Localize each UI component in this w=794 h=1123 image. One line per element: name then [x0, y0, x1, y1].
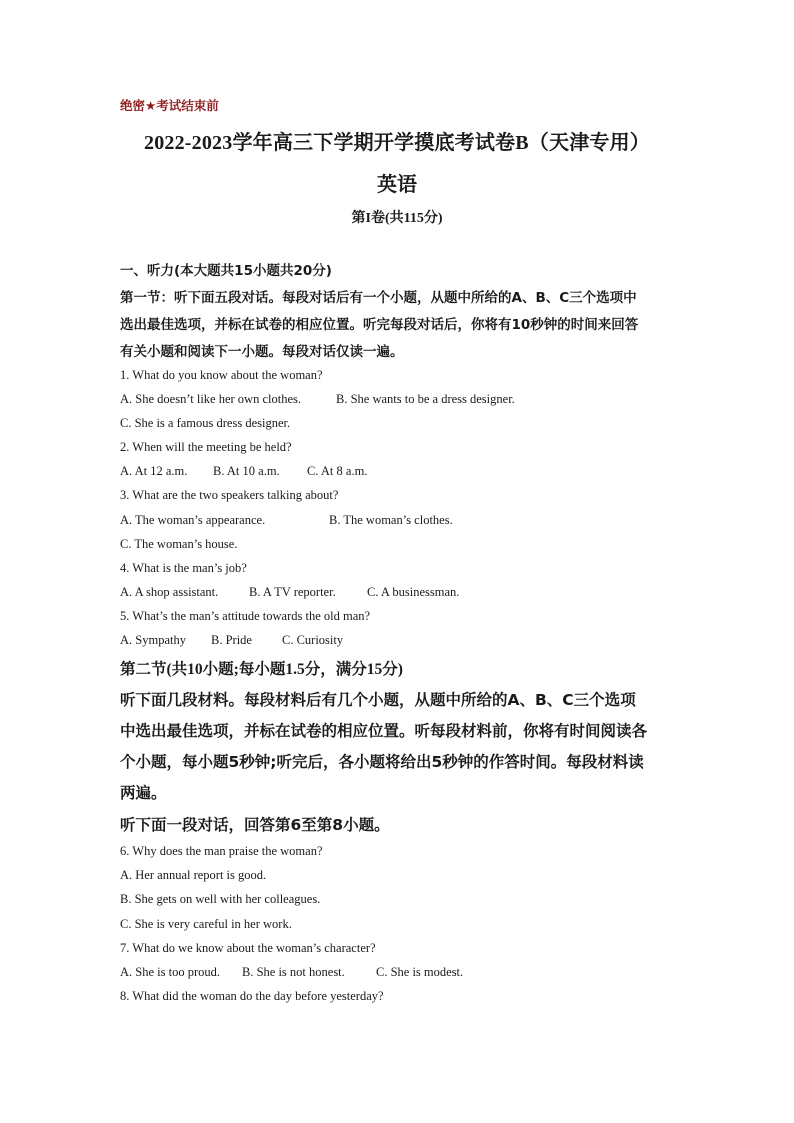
option-c: C. She is modest. [376, 965, 464, 979]
question-4: 4. What is the man’s job? [120, 561, 247, 575]
question-5-options [120, 633, 343, 648]
part2-instruction-line: 个小题，每小题5秒钟;听完后，各小题将给出5秒钟的作答时间。每段材料读 [120, 753, 644, 771]
question-1: 1. What do you know about the woman? [120, 368, 323, 382]
question-6: 6. Why does the man praise the woman? [120, 844, 323, 858]
option-a: A. A shop assistant. [120, 585, 219, 599]
section1-instruction-line: 有关小题和阅读下一小题。每段对话仅读一遍。 [120, 344, 404, 360]
option-a: A. Sympathy [120, 633, 186, 647]
option-b: B. Pride [211, 633, 252, 647]
part2-instruction-line: 听下面几段材料。每段材料后有几个小题，从题中所给的A、B、C三个选项 [120, 691, 636, 709]
question-2-options [120, 464, 367, 479]
volume-title: 第I卷(共115分) [351, 211, 443, 226]
exam-title: 2022-2023学年高三下学期开学摸底考试卷B（天津专用） [144, 132, 650, 154]
dialog-intro: 听下面一段对话，回答第6至第8小题。 [120, 816, 390, 834]
option-c: C. Curiosity [282, 633, 344, 647]
option-b: B. The woman’s clothes. [329, 513, 453, 527]
part2-instruction-line: 两遍。 [120, 784, 167, 802]
question-5: 5. What’s the man’s attitude towards the old man? [120, 609, 371, 623]
option-a: A. The woman’s appearance. [120, 513, 266, 527]
option-c: C. At 8 a.m. [307, 464, 368, 478]
part2-heading: 第二节(共10小题;每小题1.5分，满分15分) [120, 661, 403, 678]
option-b: B. She wants to be a dress designer. [336, 392, 515, 406]
question-8: 8. What did the woman do the day before yesterday? [120, 989, 384, 1003]
option-c: C. She is very careful in her work. [120, 917, 292, 931]
option-b: B. She is not honest. [242, 965, 345, 979]
option-b: B. She gets on well with her colleagues. [120, 892, 321, 906]
option-a: A. She doesn’t like her own clothes. [120, 392, 301, 406]
secret-mark: 绝密★考试结束前 [120, 98, 219, 113]
option-a: A. At 12 a.m. [120, 464, 188, 478]
option-c: C. The woman’s house. [120, 537, 238, 551]
section1-instruction-line: 选出最佳选项，并标在试卷的相应位置。听完每段对话后，你将有10秒钟的时间来回答 [120, 317, 639, 333]
option-a: A. Her annual report is good. [120, 868, 267, 882]
question-7: 7. What do we know about the woman’s character? [120, 941, 376, 955]
question-2: 2. When will the meeting be held? [120, 440, 292, 454]
option-b: B. At 10 a.m. [213, 464, 280, 478]
option-b: B. A TV reporter. [249, 585, 336, 599]
part1-heading: 一、听力(本大题共15小题共20分) [120, 263, 332, 279]
question-1-options [120, 392, 515, 407]
part2-instruction-line: 中选出最佳选项，并标在试卷的相应位置。听每段材料前，你将有时间阅读各 [120, 722, 648, 740]
option-c: C. A businessman. [367, 585, 460, 599]
question-4-options [120, 585, 459, 600]
option-c: C. She is a famous dress designer. [120, 416, 291, 430]
section1-instruction-line: 第一节：听下面五段对话。每段对话后有一个小题，从题中所给的A、B、C三个选项中 [120, 290, 637, 306]
option-a: A. She is too proud. [120, 965, 220, 979]
question-3-options [120, 513, 453, 528]
subject-title: 英语 [377, 172, 417, 196]
question-7-options [120, 965, 463, 980]
question-3: 3. What are the two speakers talking about? [120, 488, 339, 502]
